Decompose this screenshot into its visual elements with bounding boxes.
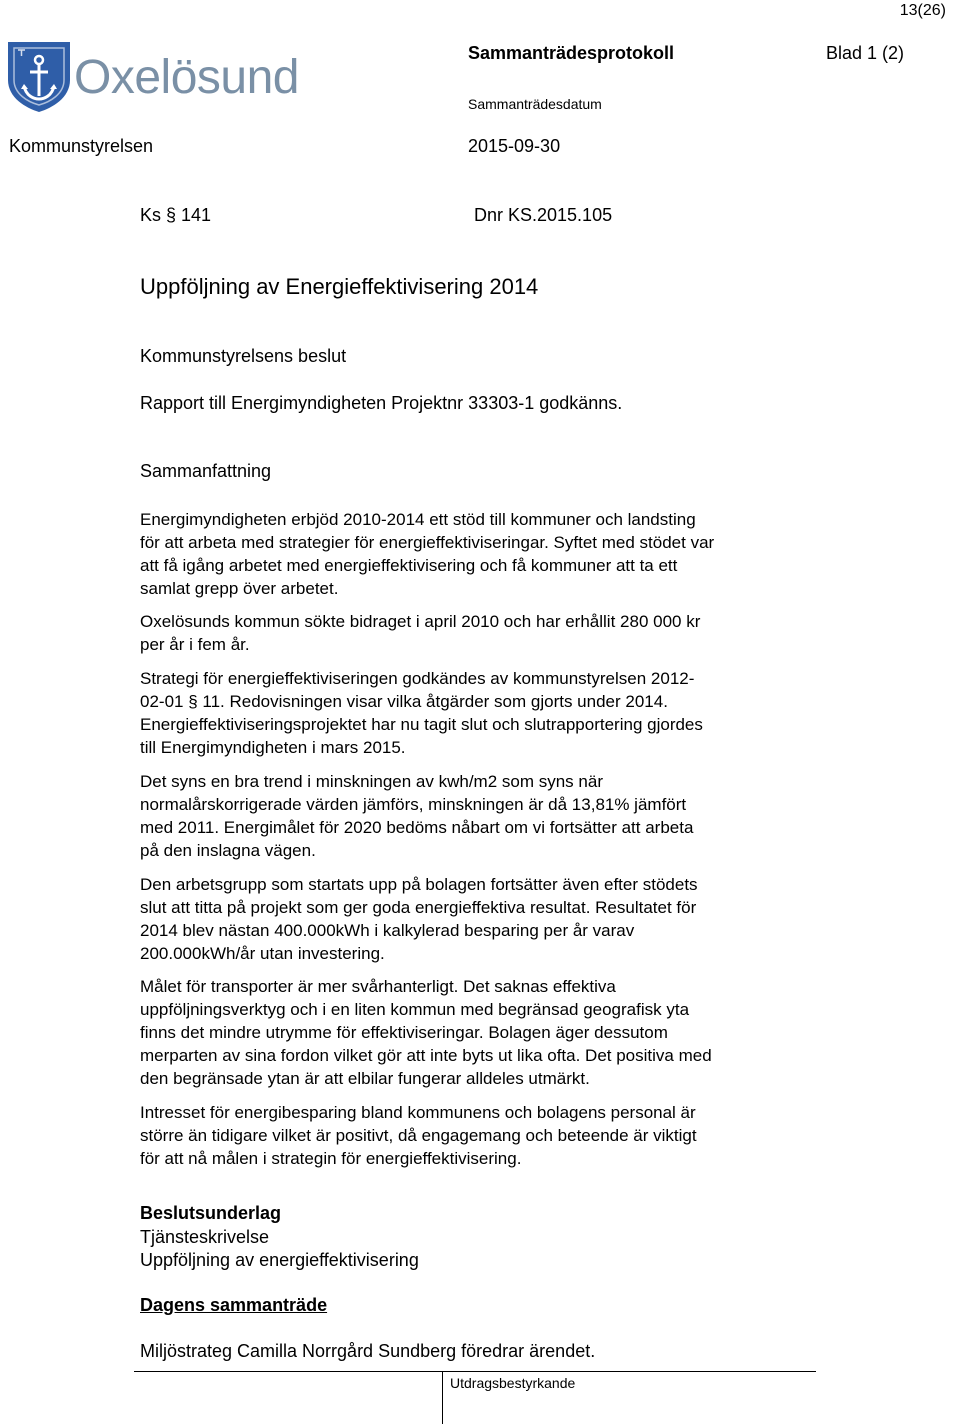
- decision-basis-heading: Beslutsunderlag: [140, 1203, 282, 1223]
- text-line: finns det mindre utrymme för effektiviseringar. Bolagen äger dessutom: [140, 1023, 668, 1042]
- summary-paragraph: [140, 508, 820, 600]
- text-line: per år i fem år.: [140, 635, 250, 654]
- text-line: normalårskorrigerade värden jämförs, minskningen är då 13,81% jämfört: [140, 795, 687, 814]
- text-line: att få igång arbetet med energieffektivisering och få kommuner att ta ett: [140, 556, 678, 575]
- text-line: till Energimyndigheten i mars 2015.: [140, 738, 406, 757]
- text-line: merparten av sina fordon vilket gör att inte byts ut lika ofta. Det positiva med: [140, 1046, 712, 1065]
- meeting-date-label: Sammanträdesdatum: [468, 96, 602, 112]
- text-line: Den arbetsgrupp som startats upp på bolagen fortsätter även efter stödets: [140, 875, 698, 894]
- document-type: Sammanträdesprotokoll: [468, 43, 675, 63]
- decision-basis-item: Tjänsteskrivelse: [140, 1227, 270, 1247]
- summary-paragraph: [140, 873, 820, 965]
- text-line: slut att titta på projekt som ger goda energieffektiva resultat. Resultatet för: [140, 898, 697, 917]
- text-line: för att arbeta med strategier för energieffektiviseringar. Syftet med stödet var: [140, 533, 715, 552]
- text-line: med 2011. Energimålet för 2020 bedöms nåbart om vi fortsätter att arbeta: [140, 818, 694, 837]
- text-line: den begränsade ytan är att elbilar fungerar alldeles utmärkt.: [140, 1069, 590, 1088]
- decision-basis-item: Uppföljning av energieffektivisering: [140, 1250, 419, 1270]
- decision-text: Rapport till Energimyndigheten Projektnr 33303-1 godkänns.: [140, 393, 623, 413]
- text-line: Oxelösunds kommun sökte bidraget i april 2010 och har erhållit 280 000 kr: [140, 612, 701, 631]
- summary-paragraph: [140, 1101, 820, 1170]
- case-registration-number: Dnr KS.2015.105: [474, 205, 613, 225]
- text-line: Energieffektiviseringsprojektet har nu tagit slut och slutrapportering gjordes: [140, 715, 703, 734]
- coat-of-arms-anchor-icon: [6, 40, 72, 114]
- text-line: 02-01 § 11. Redovisningen visar vilka åtgärder som gjorts under 2014.: [140, 692, 668, 711]
- todays-meeting-heading: Dagens sammanträde: [140, 1295, 328, 1315]
- text-line: uppföljningsverktyg och i en liten kommun med begränsad geografisk yta: [140, 1000, 690, 1019]
- text-line: 2014 blev nästan 400.000kWh i kalkylerad besparing per år varav: [140, 921, 635, 940]
- text-line: Det syns en bra trend i minskningen av kwh/m2 som syns när: [140, 772, 603, 791]
- text-line: 200.000kWh/år utan investering.: [140, 944, 385, 963]
- text-line: samlat grepp över arbetet.: [140, 579, 339, 598]
- committee-name: Kommunstyrelsen: [9, 136, 154, 156]
- footer-column-divider: [442, 1371, 443, 1424]
- meeting-date: 2015-09-30: [468, 136, 561, 156]
- decision-heading: Kommunstyrelsens beslut: [140, 346, 347, 366]
- text-line: på den inslagna vägen.: [140, 841, 316, 860]
- page-title: Uppföljning av Energieffektivisering 2014: [140, 274, 539, 299]
- summary-paragraph: [140, 667, 820, 759]
- text-line: Energimyndigheten erbjöd 2010-2014 ett stöd till kommuner och landsting: [140, 510, 696, 529]
- summary-heading: Sammanfattning: [140, 461, 272, 481]
- summary-paragraph: [140, 975, 820, 1090]
- text-line: Strategi för energieffektiviseringen godkändes av kommunstyrelsen 2012-: [140, 669, 695, 688]
- text-line: för att nå målen i strategin för energieffektivisering.: [140, 1149, 522, 1168]
- sheet-number: Blad 1 (2): [826, 43, 905, 63]
- todays-meeting-text: Miljöstrateg Camilla Norrgård Sundberg föredrar ärendet.: [140, 1341, 596, 1361]
- footer-divider: [134, 1371, 816, 1372]
- text-line: större än tidigare vilket är positivt, då engagemang och beteende är viktigt: [140, 1126, 697, 1145]
- page-number: 13(26): [899, 2, 946, 19]
- extract-certification-label: Utdragsbestyrkande: [450, 1375, 576, 1391]
- case-paragraph-number: Ks § 141: [140, 205, 212, 225]
- summary-paragraph: [140, 770, 820, 862]
- text-line: Målet för transporter är mer svårhanterligt. Det saknas effektiva: [140, 977, 616, 996]
- text-line: Intresset för energibesparing bland kommunens och bolagens personal är: [140, 1103, 696, 1122]
- logo-wordmark: Oxelösund: [74, 51, 299, 104]
- summary-paragraph: [140, 610, 820, 656]
